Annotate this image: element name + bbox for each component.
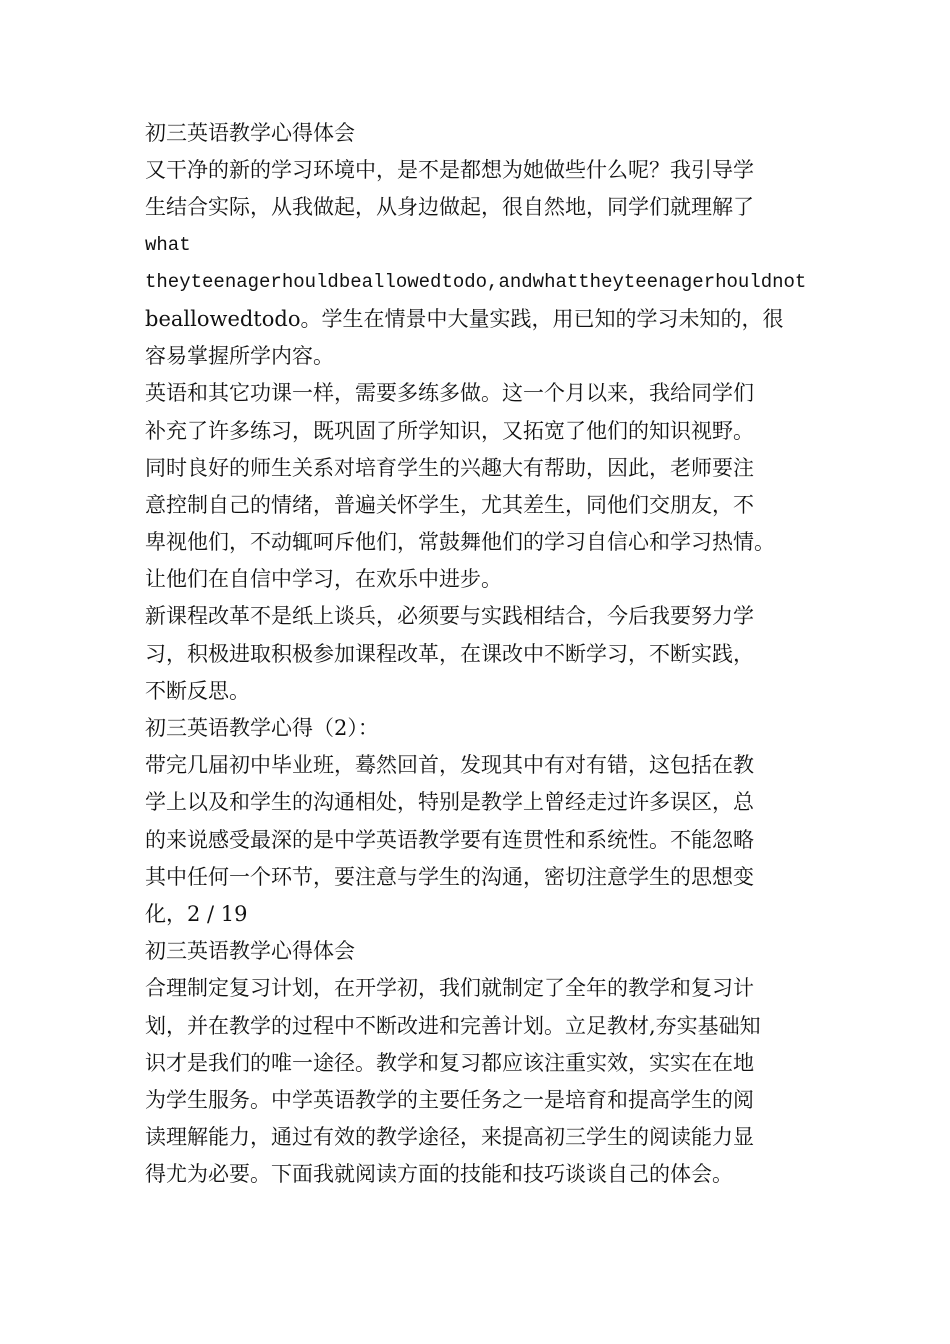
text-line: what: [145, 233, 191, 256]
text-line: 不断反思。: [145, 678, 250, 703]
text-line: 习，积极进取积极参加课程改革，在课改中不断学习，不断实践，: [145, 641, 754, 666]
text-line: 又干净的新的学习环境中，是不是都想为她做些什么呢？我引导学: [145, 158, 754, 183]
text-line: theyteenagerhouldbeallowedtodo,andwhattheyteenagerhouldnot: [145, 270, 807, 293]
text-line: 补充了许多练习，既巩固了所学知识，又拓宽了他们的知识视野。: [145, 418, 754, 443]
text-line: 容易掌握所学内容。: [145, 344, 334, 369]
text-line: beallowedtodo。学生在情景中大量实践，用已知的学习未知的，很: [145, 306, 784, 331]
text-line: 得尤为必要。下面我就阅读方面的技能和技巧谈谈自己的体会。: [145, 1162, 733, 1187]
running-header: 初三英语教学心得体会: [145, 939, 355, 964]
text-line: 生结合实际，从我做起，从身边做起，很自然地，同学们就理解了: [145, 195, 754, 220]
text-line: 识才是我们的唯一途径。教学和复习都应该注重实效，实实在在地: [145, 1050, 754, 1075]
text-line: 英语和其它功课一样，需要多练多做。这一个月以来，我给同学们: [145, 381, 754, 406]
text-line: 为学生服务。中学英语教学的主要任务之一是培育和提高学生的阅: [145, 1087, 754, 1112]
section-heading: 初三英语教学心得（2）：: [145, 716, 379, 740]
text-line: 读理解能力，通过有效的教学途径，来提高初三学生的阅读能力显: [145, 1125, 754, 1150]
text-line: 带完几届初中毕业班，蓦然回首，发现其中有对有错，这包括在教: [145, 753, 754, 778]
text-line: 划，并在教学的过程中不断改进和完善计划。立足教材,夯实基础知: [145, 1013, 761, 1038]
running-header: 初三英语教学心得体会: [145, 121, 355, 145]
text-line: 其中任何一个环节，要注意与学生的沟通，密切注意学生的思想变: [145, 864, 754, 889]
document-body: [145, 115, 825, 1193]
text-line: 意控制自己的情绪，普遍关怀学生，尤其差生，同他们交朋友，不: [145, 492, 754, 517]
text-line: 学上以及和学生的沟通相处，特别是教学上曾经走过许多误区，总: [145, 790, 754, 815]
text-line: 同时良好的师生关系对培育学生的兴趣大有帮助，因此，老师要注: [145, 455, 754, 480]
text-line: 卑视他们，不动辄呵斥他们，常鼓舞他们的学习自信心和学习热情。: [145, 530, 775, 555]
page-number-line: 化，2 / 19: [145, 901, 248, 926]
text-line: 新课程改革不是纸上谈兵，必须要与实践相结合，今后我要努力学: [145, 604, 754, 629]
text-line: 让他们在自信中学习，在欢乐中进步。: [145, 567, 502, 592]
text-line: 合理制定复习计划，在开学初，我们就制定了全年的教学和复习计: [145, 976, 754, 1001]
text-line: 的来说感受最深的是中学英语教学要有连贯性和系统性。不能忽略: [145, 827, 754, 852]
